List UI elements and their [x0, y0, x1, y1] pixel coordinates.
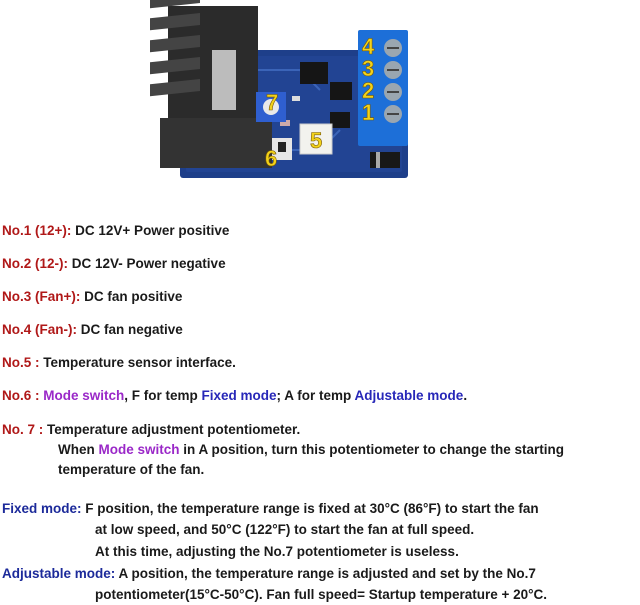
pin-label-2: 2: [362, 78, 375, 103]
item-no2: No.2 (12-): DC 12V- Power negative: [2, 256, 226, 271]
adjustable-mode-line1: Adjustable mode: A position, the temperature range is adjusted and set by the No.7: [2, 566, 536, 581]
board-illustration: [0, 0, 640, 200]
adjustable-mode-line2: potentiometer(15°C-50°C). Fan full speed= Startup temperature + 20°C.: [95, 587, 548, 602]
item-no3: No.3 (Fan+): DC fan positive: [2, 289, 183, 304]
item-no6: No.6 : Mode switch, F for temp Fixed mode; A for temp Adjustable mode.: [2, 388, 468, 403]
pin-label-4: 4: [362, 34, 375, 59]
item-no5: No.5 : Temperature sensor interface.: [2, 355, 236, 370]
pin-label-1: 1: [362, 100, 375, 125]
item-no7-line2: When Mode switch in A position, turn this potentiometer to change the starting: [58, 442, 565, 457]
pin-label-6: 6: [265, 146, 278, 171]
board-photo: [0, 0, 640, 200]
item-no7-line3: temperature of the fan.: [58, 462, 205, 477]
item-no7: No. 7 : Temperature adjustment potentiometer.: [2, 422, 301, 437]
item-no4: No.4 (Fan-): DC fan negative: [2, 322, 183, 337]
pin-label-5: 5: [310, 128, 323, 153]
pin-label-3: 3: [362, 56, 375, 81]
pin-label-7: 7: [266, 90, 279, 115]
heatsink: [150, 0, 272, 168]
fixed-mode-line3: At this time, adjusting the No.7 potentiometer is useless.: [95, 544, 459, 559]
fixed-mode-line1: Fixed mode: F position, the temperature range is fixed at 30°C (86°F) to start the fan: [2, 501, 539, 516]
fixed-mode-line2: at low speed, and 50°C (122°F) to start the fan at full speed.: [95, 522, 475, 537]
item-no1: No.1 (12+): DC 12V+ Power positive: [2, 223, 230, 238]
